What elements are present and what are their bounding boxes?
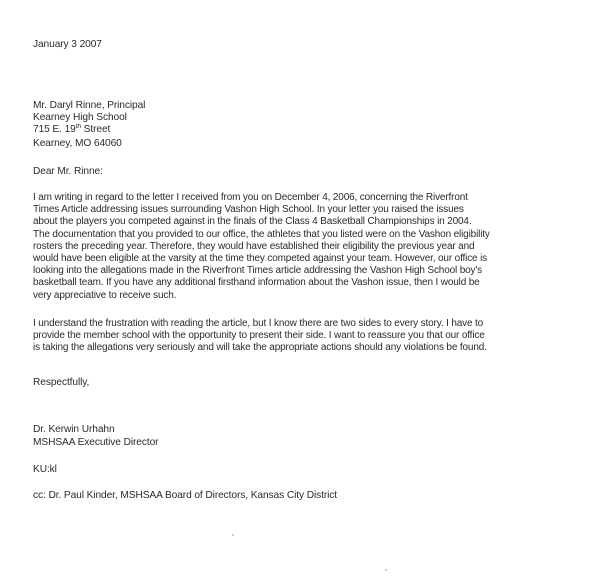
paragraph-1-line: I am writing in regard to the letter I received from you on December 4, 2006, concerning the Riverfront <box>33 192 468 203</box>
paragraph-1-line: basketball team. If you have any additional firsthand information about the Vashon issue, then I would be <box>33 277 480 289</box>
paragraph-1-line: would have been eligible at the varsity at the time they competed against your team. However, our office is <box>33 253 488 265</box>
street-name: Street <box>80 124 111 135</box>
street-number: 715 E. 19 <box>33 124 76 135</box>
paragraph-1-line: looking into the allegations made in the Riverfront Times article addressing the Vashon High School boy's <box>33 265 483 277</box>
signer-name: Dr. Kerwin Urhahn <box>33 424 115 435</box>
cc-line: cc: Dr. Paul Kinder, MSHSAA Board of Directors, Kansas City District <box>33 490 338 501</box>
letter-date: January 3 2007 <box>33 39 102 50</box>
scan-speck <box>232 534 234 536</box>
paragraph-1-line: about the players you competed against in the finals of the Class 4 Basketball Championships in 2004. <box>33 216 472 228</box>
salutation: Dear Mr. Rinne: <box>33 166 103 177</box>
paragraph-2 <box>33 318 573 355</box>
recipient-name-title: Mr. Daryl Rinne, Principal <box>33 100 146 111</box>
paragraph-2-line: I understand the frustration with reading the article, but I know there are two sides to every story. I have to <box>33 318 484 329</box>
street-suffix: th <box>75 123 81 130</box>
scan-speck <box>385 569 387 571</box>
recipient-city-state-zip: Kearney, MO 64060 <box>33 138 122 149</box>
typist-initials: KU:kl <box>33 464 57 475</box>
paragraph-1-line: very appreciative to receive such. <box>33 289 177 301</box>
signer-title: MSHSAA Executive Director <box>33 437 159 448</box>
paragraph-1-line: The documentation that you provided to our office, the athletes that you listed were on the Vashon eligibility <box>33 228 490 240</box>
recipient-school: Kearney High School <box>33 112 127 123</box>
paragraph-1-line: rosters the preceding year. Therefore, they would have established their eligibility the previous year and <box>33 240 475 252</box>
paragraph-1-line: Times Article addressing issues surrounding Vashon High School. In your letter you raised the issues <box>33 204 464 216</box>
paragraph-1 <box>33 192 573 302</box>
closing: Respectfully, <box>33 377 90 388</box>
recipient-street <box>33 124 110 136</box>
paragraph-2-line: is taking the allegations very seriously and will take the appropriate actions should any violations be found. <box>33 342 487 354</box>
paragraph-2-line: provide the member school with the opportunity to present their side. I want to reassure you that our office <box>33 330 485 342</box>
